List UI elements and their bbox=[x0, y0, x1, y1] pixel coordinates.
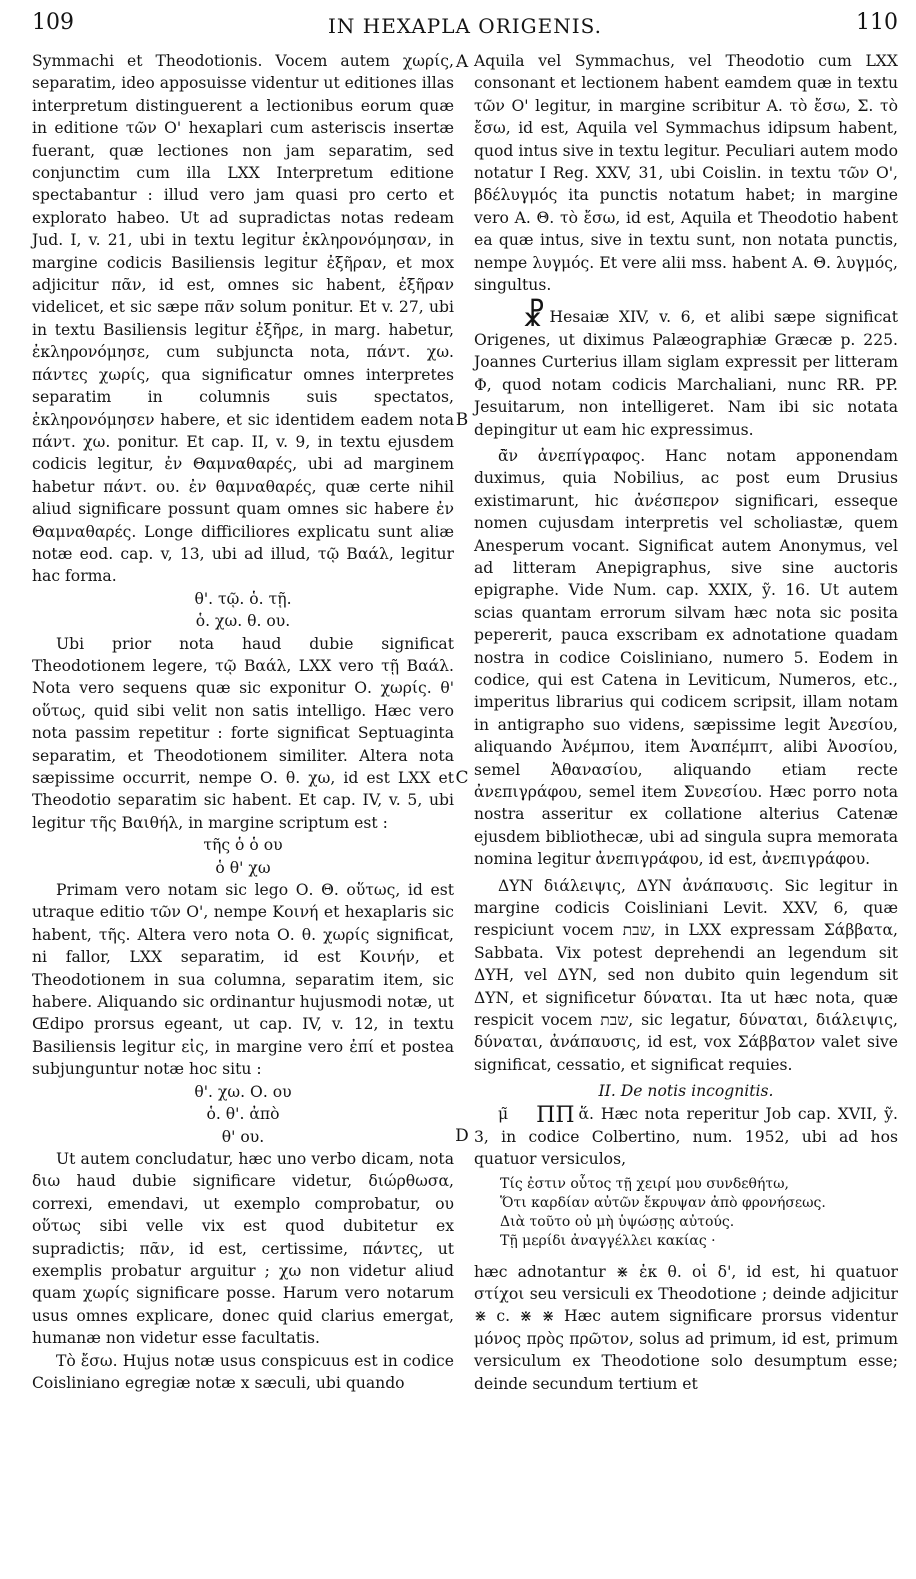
verse-line: Τῇ μερίδι ἀναγγέλλει κακίας · bbox=[500, 1232, 716, 1249]
notation-line: θ'. τῷ. ὁ. τῇ. bbox=[194, 589, 292, 608]
verse-line: Τίς ἐστιν οὗτος τῇ χειρί μου συνδεθήτω, bbox=[500, 1175, 789, 1192]
paragraph: Symmachi et Theodotionis. Vocem autem χωρίς, separatim, ideo apposuisse videntur ut editiones illas interpretum distinguerent a lectionibus eorum quæ in editione τῶν Ο' hexaplari cum asteriscis insertæ fuerant, quæ lectiones non jam separatim, sed conjunctim cum illa LXX Interpretum editione spectabantur : illud vero jam quasi pro certo et explorato habeo. Ut ad supradictas notas redeam Jud. I, v. 21, ubi in textu legitur ἐκληρονόμησαν, in margine codicis Basiliensis legitur ἐξῆραν, et mox adjicitur πᾶν, id est, omnes sic habent, ἐξῆραν videlicet, et sic sæpe πᾶν solum ponitur. Et v. 27, ubi in textu Basiliensis legitur ἐξῆρε, in marg. habetur, ἐκληρονόμησε, cum subjuncta nota, πάντ. χω. πάντες χωρίς, qua significatur omnes interpretes separatim in columnis suis spectatos, ἐκληρονόμησεν habere, et sic identidem eadem nota πάντ. χω. ponitur. Et cap. II, v. 9, in textu ejusdem codicis legitur, ἐν Θαμναθαρές, ubi ad marginem habetur πάντ. ου. ἐν θαμναθαρές, quæ certe nihil aliud significare possunt quam omnes sic habere ἐν Θαμναθαρές. Longe difficiliores explicatu sunt aliæ notæ eod. cap. v, 13, ubi ad illud, τῷ Βαάλ, legitur hac forma. bbox=[32, 52, 454, 586]
paragraph: hæc adnotantur ⋇ ἐκ θ. οἱ δ', id est, hi quatuor στίχοι seu versiculi ex Theodotione ; deinde adjicitur ⋇ c. ⋇ ⋇ Hæc autem significare prorsus videntur μόνος πρὸς πρῶτον, solus ad primum, id est, primum versiculum ex Theodotione solo desumptum esse; deinde secundum tertium et bbox=[474, 1262, 898, 1393]
paragraph: Ut autem concludatur, hæc uno verbo dicam, nota διω haud dubie significare videtur, διώρθωσα, correxi, emendavi, ut exemplo comprobatur, ου οὕτως sibi velle vix est quod dubitetur ex supradictis; πᾶν, id est, certissime, πάντες, ut exemplis probatur arguitur ; χω non videtur aliud quam χωρίς significare posse. Harum vero notarum usus omnes explicare, donec quid clarius emergat, humanæ non videtur esse facultatis. bbox=[32, 1149, 454, 1348]
notation-line: θ'. χω. Ο. ου bbox=[194, 1082, 292, 1101]
left-column bbox=[32, 50, 454, 1394]
paragraph-text: ἀνεπίγραφος. Hanc notam apponendam duximus, quia Nobilius, ac post eum Drusius existimarunt, hic ἀνέσπερον significari, esseque nomen cujusdam interpretis vel scholiastæ, quem Anesperum vocant. Significat autem Anonymus, vel ad litteram Anepigraphus, sive sine auctoris epigraphe. Vide Num. cap. XXIX, ỹ. 16. Ut autem scias quantam errorum silvam hæc nota sic posita pepererit, pauca exscribam ex adnotatione quadam nostra in codice Coisliniano, numero 5. Eodem in codice, qui est Catena in Leviticum, Numeros, etc., imperitus librarius qui codicem scripsit, illam notam in antigrapho suo videns, sæpissime legit Ἀνεσίου, aliquando Ἀνέμπου, item Ἀναπέμπτ, alibi Ἀνοσίου, semel Ἀθανασίου, aliquando etiam recte ἀνεπιγράφου, semel item Συνεσίου. Hæc porro nota nostra asseritur ex collatione alterius Catenæ ejusdem bibliothecæ, ubi ad singula supra memorata nomina legitur ἀνεπιγράφου, id est, ἀνεπιγράφου. bbox=[474, 446, 898, 869]
paragraph-text: Hesaiæ XIV, v. 6, et alibi sæpe significat Origenes, ut diximus Palæographiæ Græcæ p. 225. Joannes Curterius illam siglam expressit per litteram Φ, quod notam codicis Marchaliani, nunc RR. PP. Jesuitarum, non intelligeret. Nam ibi sic notata depingitur ut eam hic expressimus. bbox=[474, 308, 898, 439]
monogram-symbol: ☧ bbox=[522, 299, 546, 335]
mu-symbol: μ̃ bbox=[498, 1104, 509, 1123]
page-number-left: 109 bbox=[32, 10, 74, 35]
abbrev-mark-symbol: ᾱ̃ν bbox=[498, 446, 519, 465]
paragraph: Τὸ ἔσω. Hujus notæ usus conspicuus est in codice Coisliniano egregiæ notæ x sæculi, ubi quando bbox=[32, 1351, 454, 1392]
notation-line: τῆς ὁ ὁ ου bbox=[203, 836, 283, 855]
verse-line: Ὅτι καρδίαν αὐτῶν ἔκρυψαν ἀπὸ φρονήσεως. bbox=[500, 1194, 826, 1211]
notation-line: θ' ου. bbox=[221, 1127, 265, 1146]
page-header bbox=[32, 6, 898, 40]
running-head: IN HEXAPLA ORIGENIS. bbox=[328, 14, 602, 38]
paragraph-text: ἅ. Hæc nota reperitur Job cap. XVII, ỹ. 3, in codice Colbertino, num. 1952, ubi ad hos quatuor versiculos, bbox=[474, 1104, 898, 1169]
paragraph bbox=[474, 445, 898, 871]
paragraph: Primam vero notam sic lego Ο. Θ. οὕτως, id est utraque editio τῶν Ο', nempe Κοινή et hexaplaris sic habent, τῆς. Altera vero nota Ο. θ. χωρίς significat, ni fallor, LXX separatim, id est Κοινήν, et Theodotionem in sua columna, separatim item, sic habere. Aliquando sic ordinantur hujusmodi notæ, ut Œdipo prorsus egeant, ut cap. IV, v. 12, in textu Basiliensis legitur εἰς, in margine vero ἐπί et postea subjunguntur notæ hoc situ : bbox=[32, 881, 454, 1079]
notation-line: ὁ θ' χω bbox=[215, 858, 271, 877]
tau-symbol: ΠΠ bbox=[536, 1102, 575, 1128]
margin-letter-d: D bbox=[455, 1126, 469, 1146]
right-column bbox=[474, 50, 898, 1395]
verse-line: Διὰ τοῦτο οὐ μὴ ὑψώσῃς αὐτούς. bbox=[500, 1213, 735, 1230]
paragraph: ΔΥΝ διάλειψις, ΔΥΝ ἀνάπαυσις. Sic legitur in margine codicis Coisliniani Levit. XXV, 6, quæ respiciunt vocem שבת, in LXX expressam Σάββατα, Sabbata. Vix potest deprehendi an legendum sit ΔΥΗ, vel ΔΥΝ, sed non dubito quin legendum sit ΔΥΝ, et significetur δύναται. Ita ut hæc nota, quæ respicit vocem שבת, sic legatur, δύναται, διάλειψις, δύναται, ἀνάπαυσις, id est, vox Σάββατον valet sive significat, cessatio, et significat requies. bbox=[474, 876, 898, 1074]
margin-letter-a: A bbox=[455, 52, 469, 72]
section-title: II. De notis incognitis. bbox=[598, 1082, 774, 1101]
paragraph bbox=[474, 1103, 898, 1171]
margin-letter-c: C bbox=[455, 768, 469, 788]
paragraph bbox=[474, 299, 898, 440]
page-number-right: 110 bbox=[856, 10, 898, 35]
margin-letter-b: B bbox=[455, 410, 469, 430]
notation-line: ὁ. χω. θ. ου. bbox=[195, 612, 291, 631]
paragraph: Ubi prior nota haud dubie significat Theodotionem legere, τῷ Βαάλ, LXX vero τῇ Βαάλ. Nota vero sequens quæ sic exponitur Ο. χωρίς. θ' οὕτως, quid sibi velit non satis intelligo. Hæc vero nota passim repetitur : forte significat Septuaginta separatim, et Theodotionem similiter. Altera nota sæpissime occurrit, nempe Ο. θ. χω, id est LXX et Theodotio separatim sic habent. Et cap. IV, v. 5, ubi legitur τῆς Βαιθήλ, in margine scriptum est : bbox=[32, 634, 454, 832]
notation-line: ὁ. θ'. ἀπὸ bbox=[206, 1105, 280, 1124]
paragraph: Aquila vel Symmachus, vel Theodotio cum LXX consonant et lectionem habent eamdem quæ in textu τῶν Ο' legitur, in margine scribitur Α. τὸ ἔσω, Σ. τὸ ἔσω, id est, Aquila vel Symmachus idipsum habent, quod intus sive in textu legitur. Peculiari autem modo notatur I Reg. XXV, 31, ubi Coislin. in textu τῶν Ο', βδέλυγμός ita punctis notatum habet; in margine vero Α. Θ. τὸ ἔσω, id est, Aquila et Theodotio habent ea quæ intus, sive in textu sunt, non notata punctis, nempe λυγμός. Et vere alii mss. habent Α. Θ. λυγμός, singultus. bbox=[474, 52, 898, 295]
